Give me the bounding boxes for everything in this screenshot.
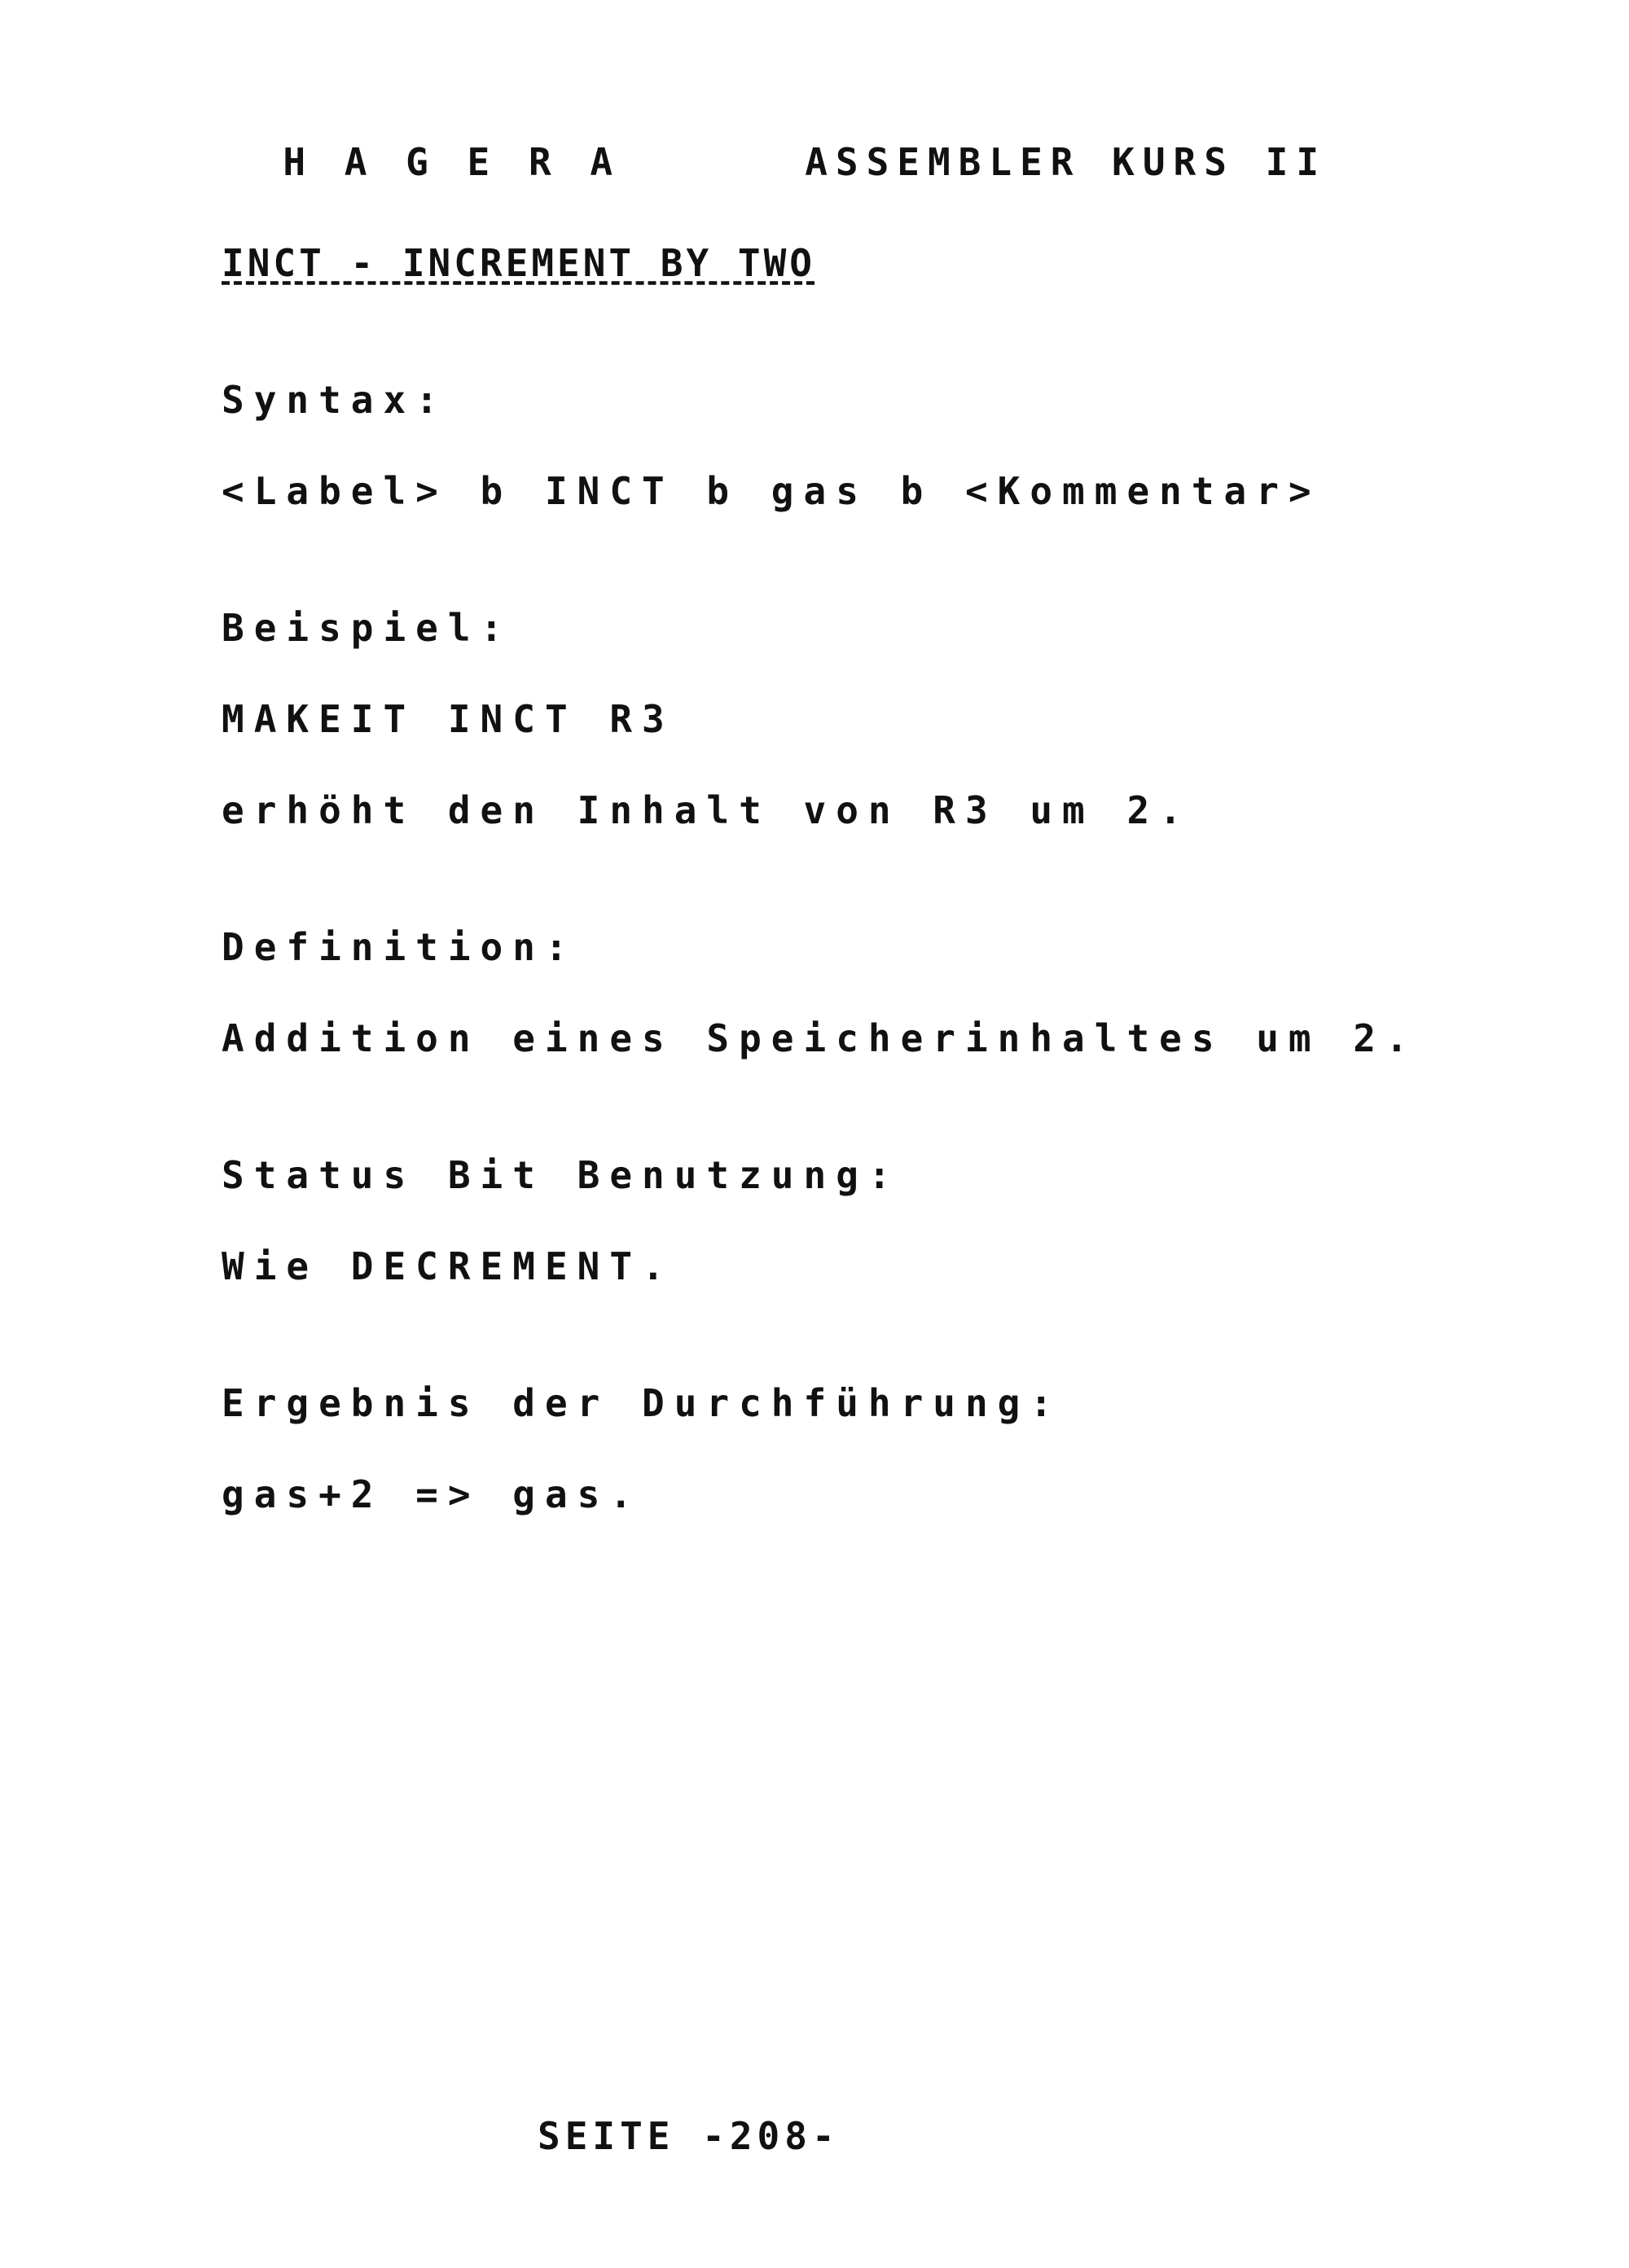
example-code: MAKEIT INCT R3 <box>222 697 674 741</box>
syntax-label: Syntax: <box>222 378 448 422</box>
page-header <box>222 106 1328 184</box>
result-label: Ergebnis der Durchführung: <box>222 1381 1063 1425</box>
course-name: ASSEMBLER KURS II <box>805 140 1328 184</box>
definition-text: Addition eines Speicherinhaltes um 2. <box>222 1016 1418 1060</box>
syntax-text: <Label> b INCT b gas b <Kommentar> <box>222 469 1321 513</box>
definition-label: Definition: <box>222 925 577 969</box>
example-description: erhöht den Inhalt von R3 um 2. <box>222 788 1192 832</box>
status-text: Wie DECREMENT. <box>222 1244 674 1288</box>
status-label: Status Bit Benutzung: <box>222 1153 901 1197</box>
example-label: Beispiel: <box>222 606 513 650</box>
result-text: gas+2 => gas. <box>222 1472 643 1516</box>
page-title: INCT - INCREMENT BY TWO <box>222 241 815 285</box>
page-number: SEITE -208- <box>538 2114 840 2158</box>
publisher-name: H A G E R A <box>283 140 621 184</box>
